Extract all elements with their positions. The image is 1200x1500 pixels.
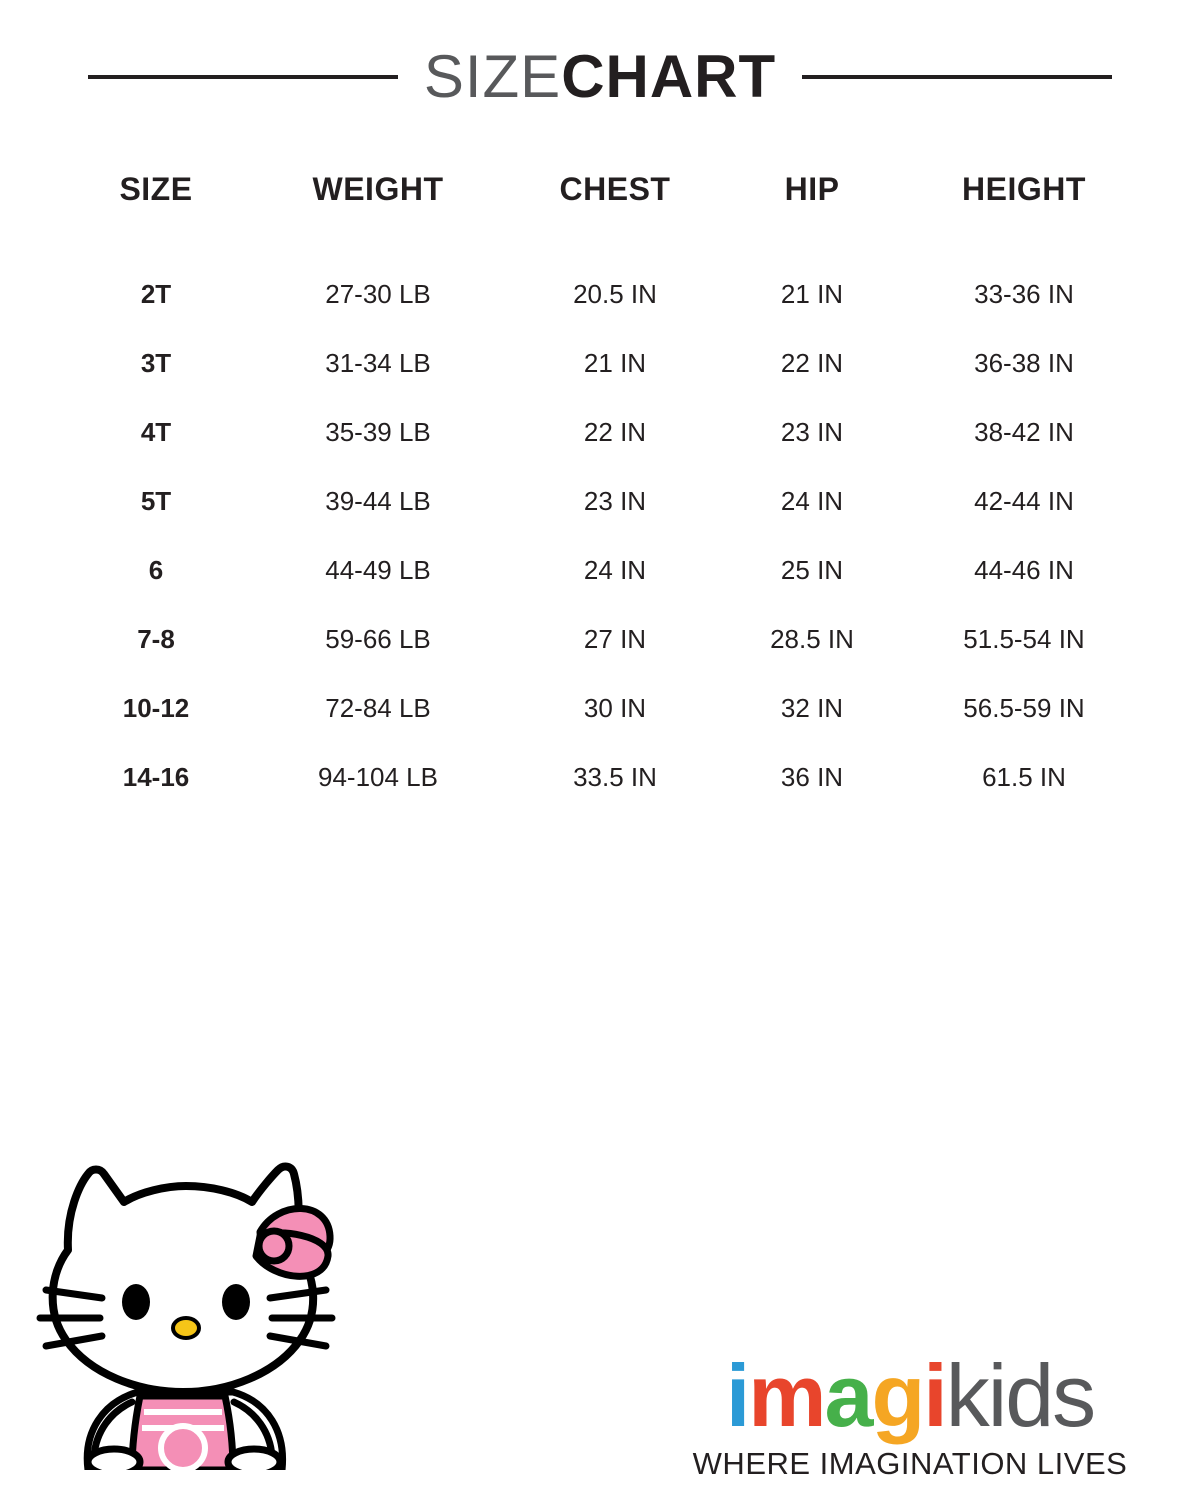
- logo-letter-m: m: [748, 1346, 825, 1445]
- cell-weight: 31-34 LB: [325, 348, 431, 378]
- table-row: [60, 398, 1150, 467]
- size-chart-table: [60, 170, 1150, 812]
- cell-weight: 35-39 LB: [325, 417, 431, 447]
- cell-weight: 44-49 LB: [325, 555, 431, 585]
- logo-letter-g: g: [871, 1346, 924, 1445]
- cell-size: 4T: [140, 417, 172, 447]
- column-header-weight: WEIGHT: [312, 171, 444, 207]
- cell-chest: 22 IN: [583, 417, 647, 447]
- cell-hip: 23 IN: [780, 417, 844, 447]
- cell-hip: 28.5 IN: [770, 624, 854, 654]
- hello-kitty-icon: [28, 1140, 338, 1470]
- cell-size: 14-16: [122, 762, 190, 792]
- cell-height: 36-38 IN: [974, 348, 1074, 378]
- cell-chest: 20.5 IN: [573, 279, 657, 309]
- cell-chest: 21 IN: [583, 348, 647, 378]
- table-row: [60, 467, 1150, 536]
- cell-chest: 30 IN: [583, 693, 647, 723]
- table-row: [60, 605, 1150, 674]
- table-header: [60, 170, 1150, 260]
- cell-hip: 22 IN: [780, 348, 844, 378]
- brand-logo-wordmark: [650, 1346, 1170, 1445]
- table-row: [60, 743, 1150, 812]
- cell-height: 44-46 IN: [974, 555, 1074, 585]
- size-chart: [60, 170, 1140, 812]
- column-header-size: SIZE: [119, 171, 193, 207]
- cell-hip: 36 IN: [780, 762, 844, 792]
- cell-height: 42-44 IN: [974, 486, 1074, 516]
- table-row: [60, 329, 1150, 398]
- cell-size: 6: [148, 555, 164, 585]
- table-header-row: [60, 170, 1150, 260]
- cell-size: 3T: [140, 348, 172, 378]
- cell-hip: 25 IN: [780, 555, 844, 585]
- header-rule-left: [88, 75, 398, 79]
- bow-icon: [256, 1208, 330, 1276]
- cell-weight: 39-44 LB: [325, 486, 431, 516]
- page-title-bold: CHART: [561, 43, 777, 110]
- column-header-hip: HIP: [784, 171, 840, 207]
- logo-letter-a: a: [824, 1346, 872, 1445]
- brand-logo: [650, 1346, 1170, 1482]
- column-header-chest: CHEST: [559, 171, 671, 207]
- page-title-light: SIZE: [423, 43, 562, 110]
- table-row: [60, 536, 1150, 605]
- cell-height: 33-36 IN: [974, 279, 1074, 309]
- table-row: [60, 260, 1150, 329]
- cell-size: 7-8: [137, 624, 175, 654]
- cell-height: 56.5-59 IN: [963, 693, 1085, 723]
- cell-size: 10-12: [122, 693, 190, 723]
- cell-chest: 24 IN: [583, 555, 647, 585]
- cell-size: 5T: [140, 486, 172, 516]
- cell-chest: 33.5 IN: [573, 762, 657, 792]
- table-row: [60, 674, 1150, 743]
- cell-hip: 24 IN: [780, 486, 844, 516]
- cell-height: 38-42 IN: [974, 417, 1074, 447]
- cell-hip: 21 IN: [780, 279, 844, 309]
- column-header-height: HEIGHT: [962, 171, 1086, 207]
- cell-weight: 59-66 LB: [325, 624, 431, 654]
- logo-letter-i2: i: [923, 1346, 946, 1445]
- cell-chest: 27 IN: [583, 624, 647, 654]
- cell-weight: 27-30 LB: [325, 279, 431, 309]
- header-rule-right: [802, 75, 1112, 79]
- cell-weight: 72-84 LB: [325, 693, 431, 723]
- cell-chest: 23 IN: [583, 486, 647, 516]
- cell-size: 2T: [140, 279, 172, 309]
- page-title: [423, 43, 777, 110]
- cell-height: 51.5-54 IN: [963, 624, 1085, 654]
- page-header: [0, 42, 1200, 112]
- cell-height: 61.5 IN: [982, 762, 1066, 792]
- logo-letter-i1: i: [725, 1346, 749, 1445]
- logo-word-kids: kids: [945, 1346, 1095, 1445]
- cell-weight: 94-104 LB: [318, 762, 438, 792]
- table-body: [60, 260, 1150, 812]
- cell-hip: 32 IN: [780, 693, 844, 723]
- brand-tagline: WHERE IMAGINATION LIVES: [692, 1446, 1128, 1481]
